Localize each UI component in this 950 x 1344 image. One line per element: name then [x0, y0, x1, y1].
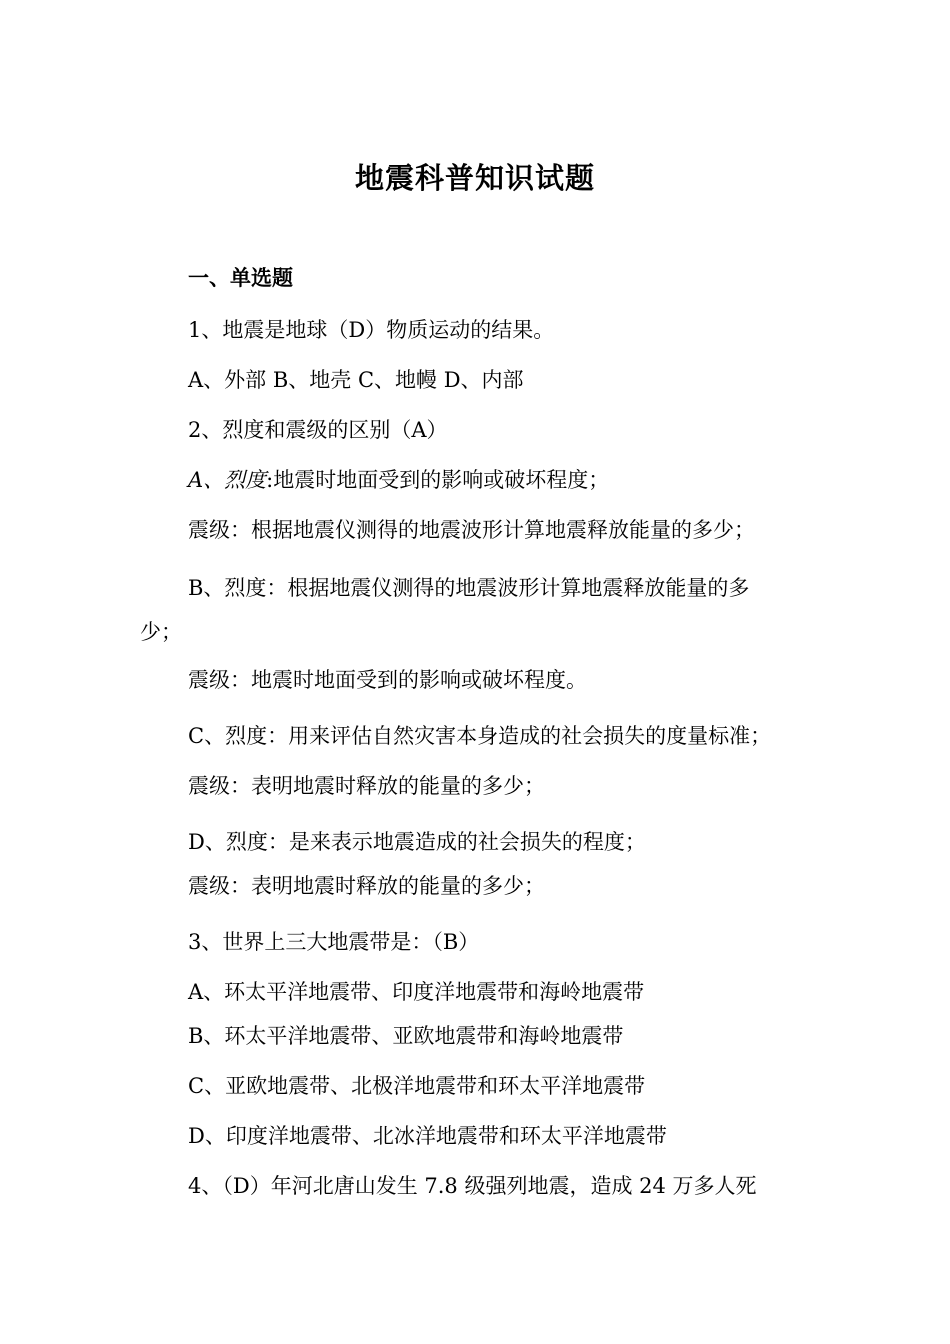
question-2-option-a: [188, 466, 609, 494]
question-3-option-a: A、环太平洋地震带、印度洋地震带和海岭地震带: [188, 980, 645, 1004]
question-2-option-c-magnitude: 震级：表明地震时释放的能量的多少；: [188, 774, 545, 798]
option-a-prefix: A、烈度: [188, 468, 267, 492]
question-2-option-b-continued: 少；: [140, 620, 182, 644]
question-2: 2、烈度和震级的区别（A）: [188, 418, 448, 442]
question-2-option-a-magnitude: 震级：根据地震仪测得的地震波形计算地震释放能量的多少；: [188, 518, 755, 542]
question-3-option-b: B、环太平洋地震带、亚欧地震带和海岭地震带: [188, 1024, 624, 1048]
document-title: 地震科普知识试题: [354, 161, 595, 195]
question-2-option-d-magnitude: 震级：表明地震时释放的能量的多少；: [188, 874, 545, 898]
question-4: 4、（D）年河北唐山发生 7.8 级强列地震，造成 24 万多人死: [188, 1174, 757, 1198]
option-a-text: :地震时地面受到的影响或破坏程度；: [266, 468, 610, 492]
question-1-options: A、外部 B、地壳 C、地幔 D、内部: [188, 368, 524, 392]
question-2-option-b-magnitude: 震级：地震时地面受到的影响或破坏程度。: [188, 668, 587, 692]
section-heading: 一、单选题: [188, 266, 293, 290]
question-1: 1、地震是地球（D）物质运动的结果。: [188, 318, 555, 342]
question-2-option-c: C、烈度：用来评估自然灾害本身造成的社会损失的度量标准；: [188, 724, 772, 748]
question-2-option-d: D、烈度：是来表示地震造成的社会损失的程度；: [188, 830, 646, 854]
question-3: 3、世界上三大地震带是：（B）: [188, 930, 480, 954]
question-2-option-b: B、烈度：根据地震仪测得的地震波形计算地震释放能量的多: [188, 576, 750, 600]
question-3-option-c: C、亚欧地震带、北极洋地震带和环太平洋地震带: [188, 1074, 646, 1098]
question-3-option-d: D、印度洋地震带、北冰洋地震带和环太平洋地震带: [188, 1124, 667, 1148]
